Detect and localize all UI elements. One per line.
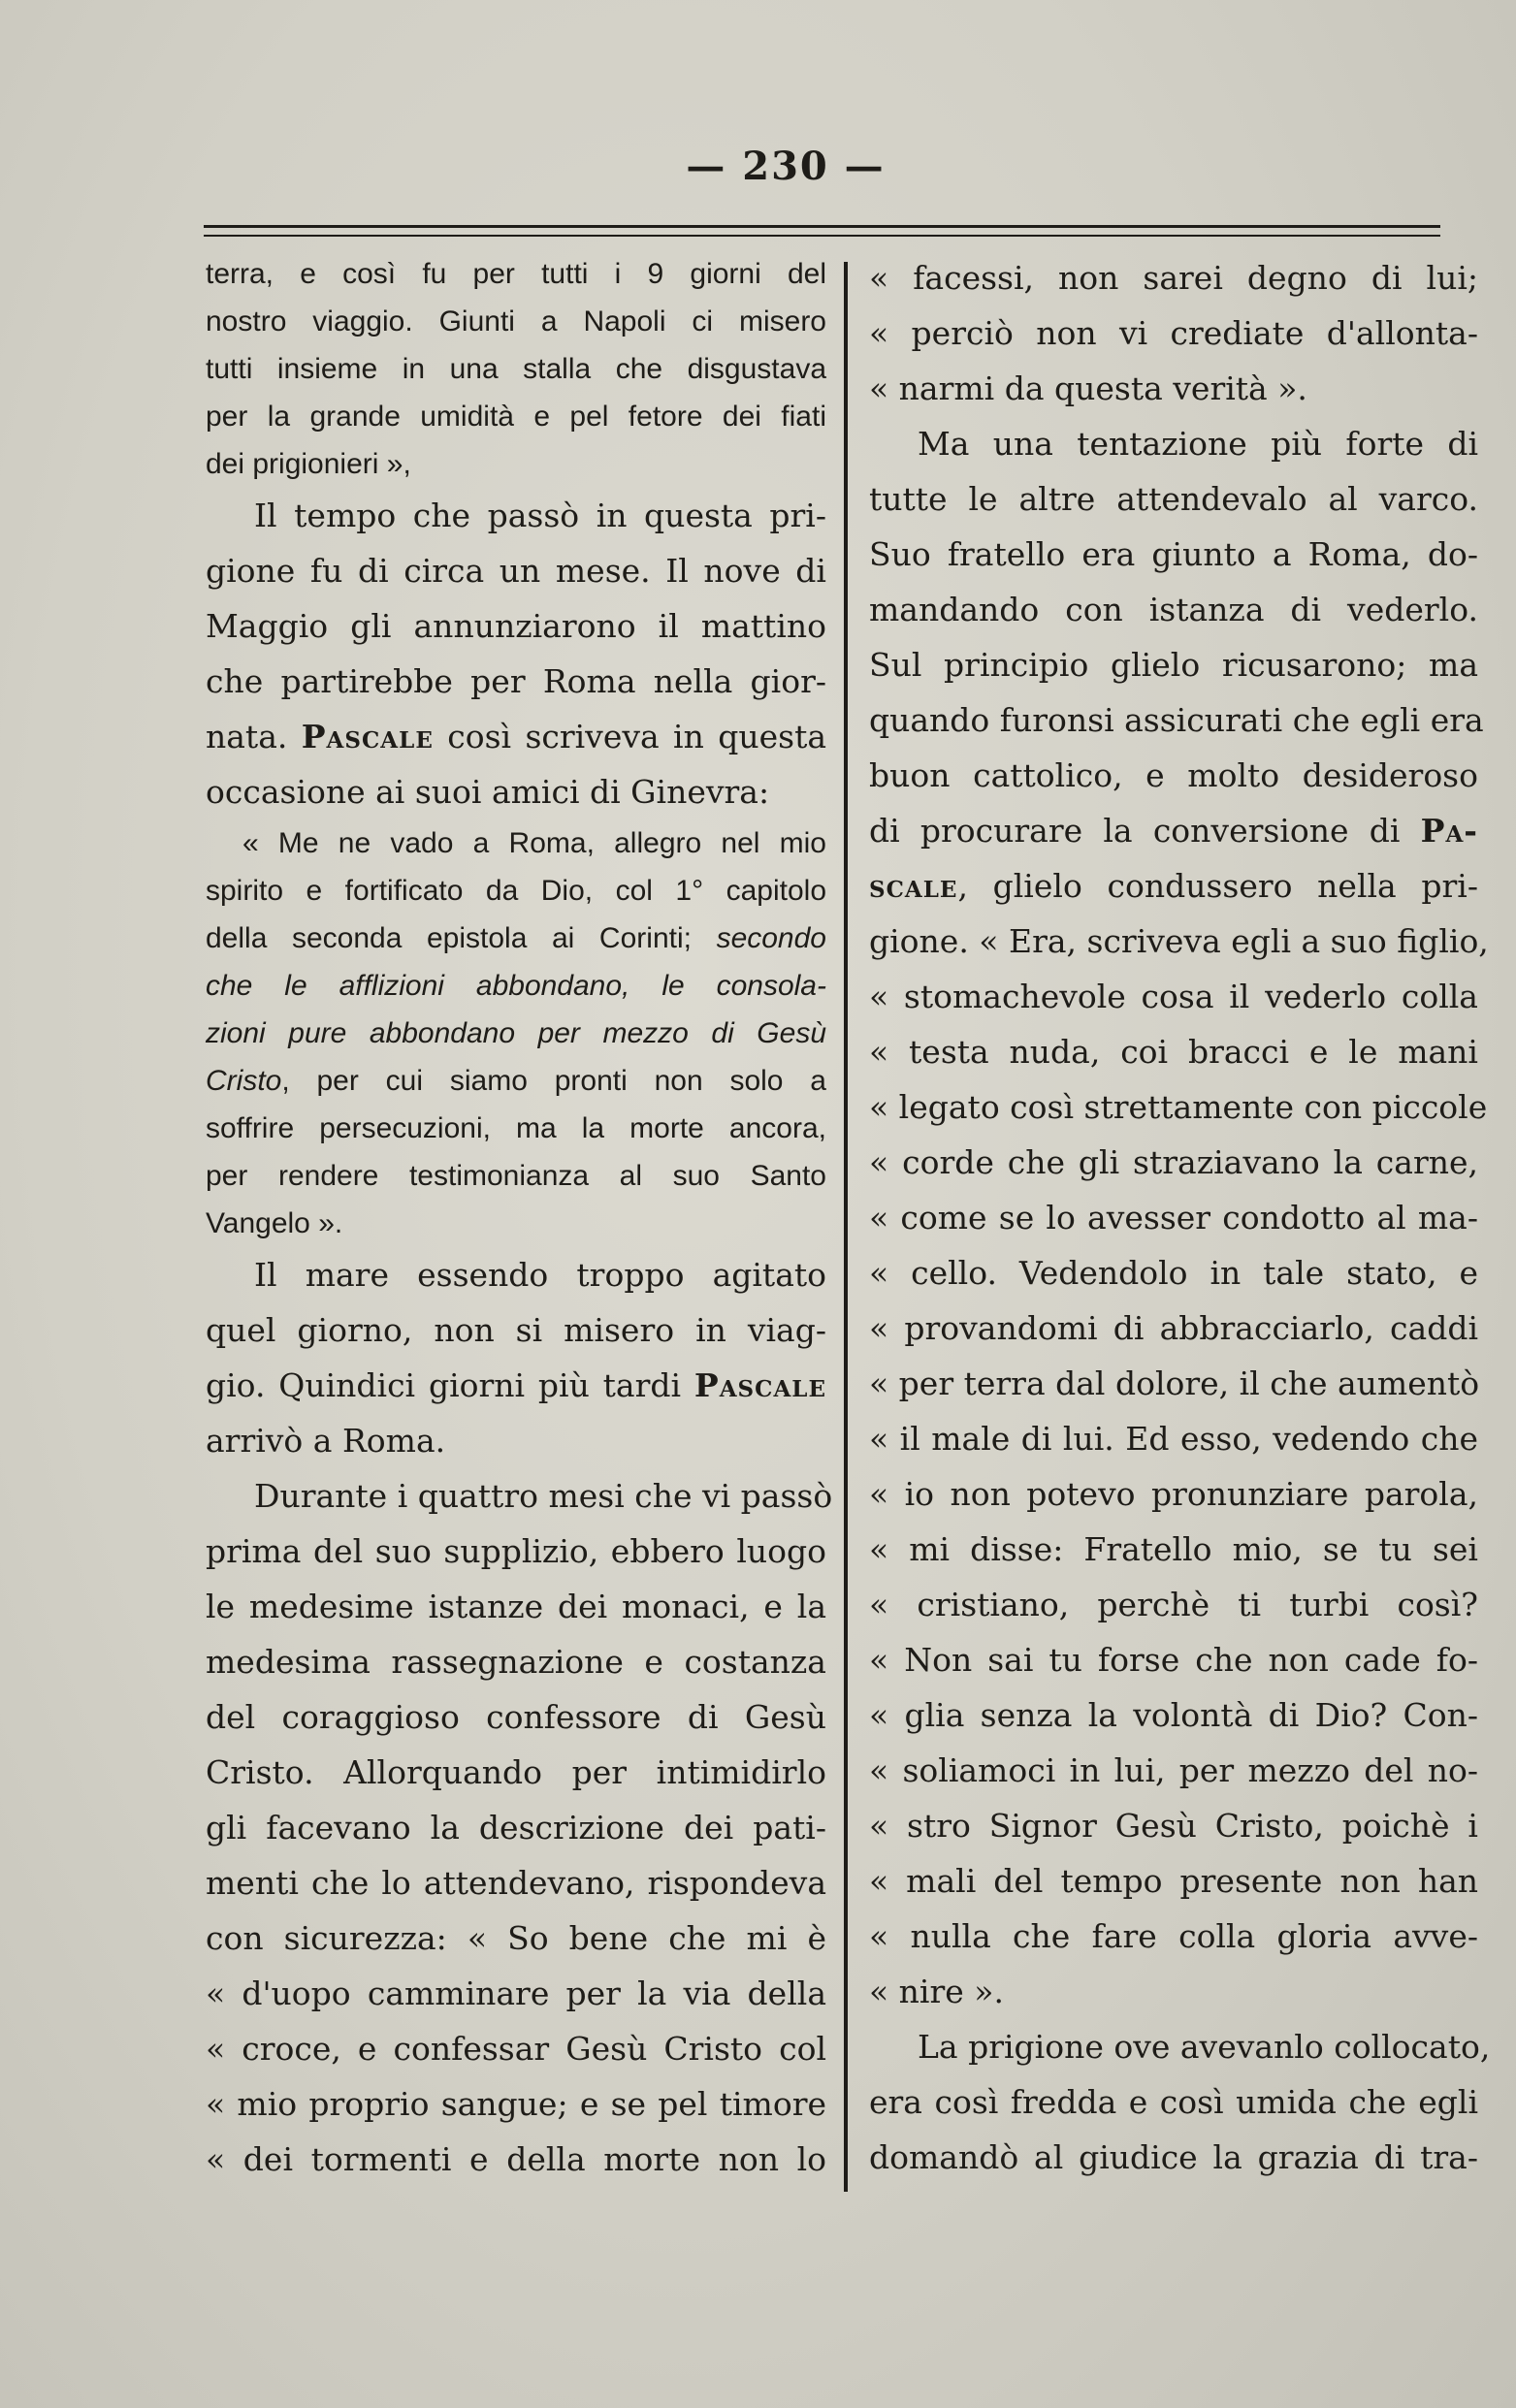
text-line: tutte le altre attendevalo al varco. (869, 480, 1478, 518)
text-line (869, 803, 1478, 858)
text-line: « testa nuda, coi bracci e le mani (869, 1033, 1478, 1071)
text-line: gli facevano la descrizione dei pati- (206, 1809, 826, 1846)
text-line: « soliamoci in lui, per mezzo del no- (869, 1751, 1478, 1789)
text-segment: gio. Quindici giorni più tardi (206, 1366, 694, 1404)
text-line: « croce, e confessar Gesù Cristo col (206, 2030, 826, 2068)
text-line: Suo fratello era giunto a Roma, do- (869, 535, 1478, 573)
text-line: « corde che gli straziavano la carne, (869, 1143, 1478, 1181)
text-line: « d'uopo camminare per la via della (206, 1975, 826, 2012)
text-line: « Me ne vado a Roma, allegro nel mio (242, 827, 826, 859)
text-line: gione. « Era, scriveva egli a suo figlio, (869, 922, 1489, 960)
text-line: Cristo. Allorquando per intimidirlo (206, 1753, 826, 1791)
text-line: Sul principio glielo ricusarono; ma (869, 646, 1478, 684)
text-line: terra, e così fu per tutti i 9 giorni del (206, 258, 826, 290)
text-line: « stro Signor Gesù Cristo, poichè i (869, 1807, 1478, 1845)
text-line: soffrire persecuzioni, ma la morte ancora, (206, 1112, 826, 1144)
text-line: Durante i quattro mesi che vi passò (254, 1477, 833, 1515)
text-line: « legato così strettamente con piccole (869, 1088, 1488, 1126)
small-caps-name: Pascale (693, 1366, 826, 1404)
text-line: che le afflizioni abbondano, le consola- (206, 970, 826, 1002)
text-segment: secondo (716, 922, 826, 954)
text-line: per la grande umidità e pel fetore dei fiati (206, 401, 826, 433)
text-line: per rendere testimonianza al suo Santo (206, 1160, 826, 1192)
text-line: « stomachevole cosa il vederlo colla (869, 978, 1478, 1015)
text-line: « provandomi di abbracciarlo, caddi (869, 1309, 1478, 1347)
text-segment: di procurare la conversione di (869, 812, 1421, 850)
text-line: « facessi, non sarei degno di lui; (869, 259, 1478, 297)
page-number: — 230 — (686, 144, 886, 189)
text-segment: , glielo condussero nella pri- (957, 867, 1478, 905)
text-line: « cristiano, perchè ti turbi così? (869, 1586, 1478, 1623)
text-line: « nulla che fare colla gloria avve- (869, 1917, 1478, 1955)
text-line (206, 709, 826, 764)
text-segment: nata. (206, 718, 302, 755)
text-segment: della seconda epistola ai Corinti; (206, 922, 717, 954)
text-line: « dei tormenti e della morte non lo (206, 2140, 826, 2178)
text-line: domandò al giudice la grazia di tra- (869, 2138, 1478, 2176)
text-line: « io non potevo pronunziare parola, (869, 1475, 1478, 1513)
text-line: Il mare essendo troppo agitato (254, 1256, 826, 1294)
text-line (869, 858, 1478, 914)
text-line: buon cattolico, e molto desideroso (869, 756, 1478, 794)
text-line: tutti insieme in una stalla che disgustava (206, 353, 826, 385)
header-rule (204, 225, 1440, 237)
text-line: « mio proprio sangue; e se pel timore (206, 2085, 826, 2123)
text-line: « il male di lui. Ed esso, vedendo che (869, 1420, 1478, 1458)
text-line: « per terra dal dolore, il che aumentò (869, 1365, 1480, 1402)
text-line: arrivò a Roma. (206, 1422, 446, 1460)
text-line: « cello. Vedendolo in tale stato, e (869, 1254, 1478, 1292)
text-line: le medesime istanze dei monaci, e la (206, 1588, 826, 1625)
text-line: con sicurezza: « So bene che mi è (206, 1919, 826, 1957)
text-line: del coraggioso confessore di Gesù (206, 1698, 826, 1736)
small-caps-name: scale (869, 867, 958, 905)
text-line: zioni pure abbondano per mezzo di Gesù (206, 1017, 826, 1049)
text-line: Ma una tentazione più forte di (918, 425, 1478, 463)
text-line: « come se lo avesser condotto al ma- (869, 1199, 1478, 1236)
text-line: prima del suo supplizio, ebbero luogo (206, 1532, 826, 1570)
text-line: « narmi da questa verità ». (869, 369, 1307, 407)
text-line: nostro viaggio. Giunti a Napoli ci misero (206, 305, 826, 337)
text-line: « glia senza la volontà di Dio? Con- (869, 1696, 1478, 1734)
text-line (206, 1057, 826, 1105)
text-line: « nire ». (869, 1973, 1004, 2010)
text-line: mandando con istanza di vederlo. (869, 591, 1478, 628)
text-line: menti che lo attendevano, rispondeva (206, 1864, 826, 1902)
text-line: era così fredda e così umida che egli (869, 2083, 1478, 2121)
text-segment: così scriveva in questa (433, 718, 827, 755)
text-line: occasione ai suoi amici di Ginevra: (206, 773, 770, 811)
text-line: « mali del tempo presente non han (869, 1862, 1478, 1900)
text-line: « Non sai tu forse che non cade fo- (869, 1641, 1478, 1679)
text-line (206, 1358, 826, 1413)
text-line: medesima rassegnazione e costanza (206, 1643, 826, 1681)
text-line: Il tempo che passò in questa pri- (254, 497, 826, 534)
text-line: La prigione ove avevanlo collocato, (918, 2028, 1491, 2066)
text-line: dei prigionieri », (206, 448, 411, 480)
column-divider (844, 262, 848, 2192)
text-line: « mi disse: Fratello mio, se tu sei (869, 1530, 1478, 1568)
text-line: Maggio gli annunziarono il mattino (206, 607, 826, 645)
text-line: gione fu di circa un mese. Il nove di (206, 552, 826, 590)
right-column (869, 250, 1491, 2185)
text-line (206, 915, 826, 962)
text-line: spirito e fortificato da Dio, col 1° capitolo (206, 875, 826, 907)
text-line: Vangelo ». (206, 1207, 343, 1239)
text-line: quando furonsi assicurati che egli era (869, 701, 1484, 739)
text-segment: Cristo (206, 1065, 282, 1097)
left-column (206, 250, 833, 2187)
text-line: « perciò non vi crediate d'allonta- (869, 314, 1478, 352)
text-segment: , per cui siamo pronti non solo a (281, 1065, 826, 1097)
small-caps-name: Pa- (1420, 812, 1478, 850)
small-caps-name: Pascale (301, 718, 434, 755)
text-line: che partirebbe per Roma nella gior- (206, 662, 826, 700)
text-line: quel giorno, non si misero in viag- (206, 1311, 826, 1349)
